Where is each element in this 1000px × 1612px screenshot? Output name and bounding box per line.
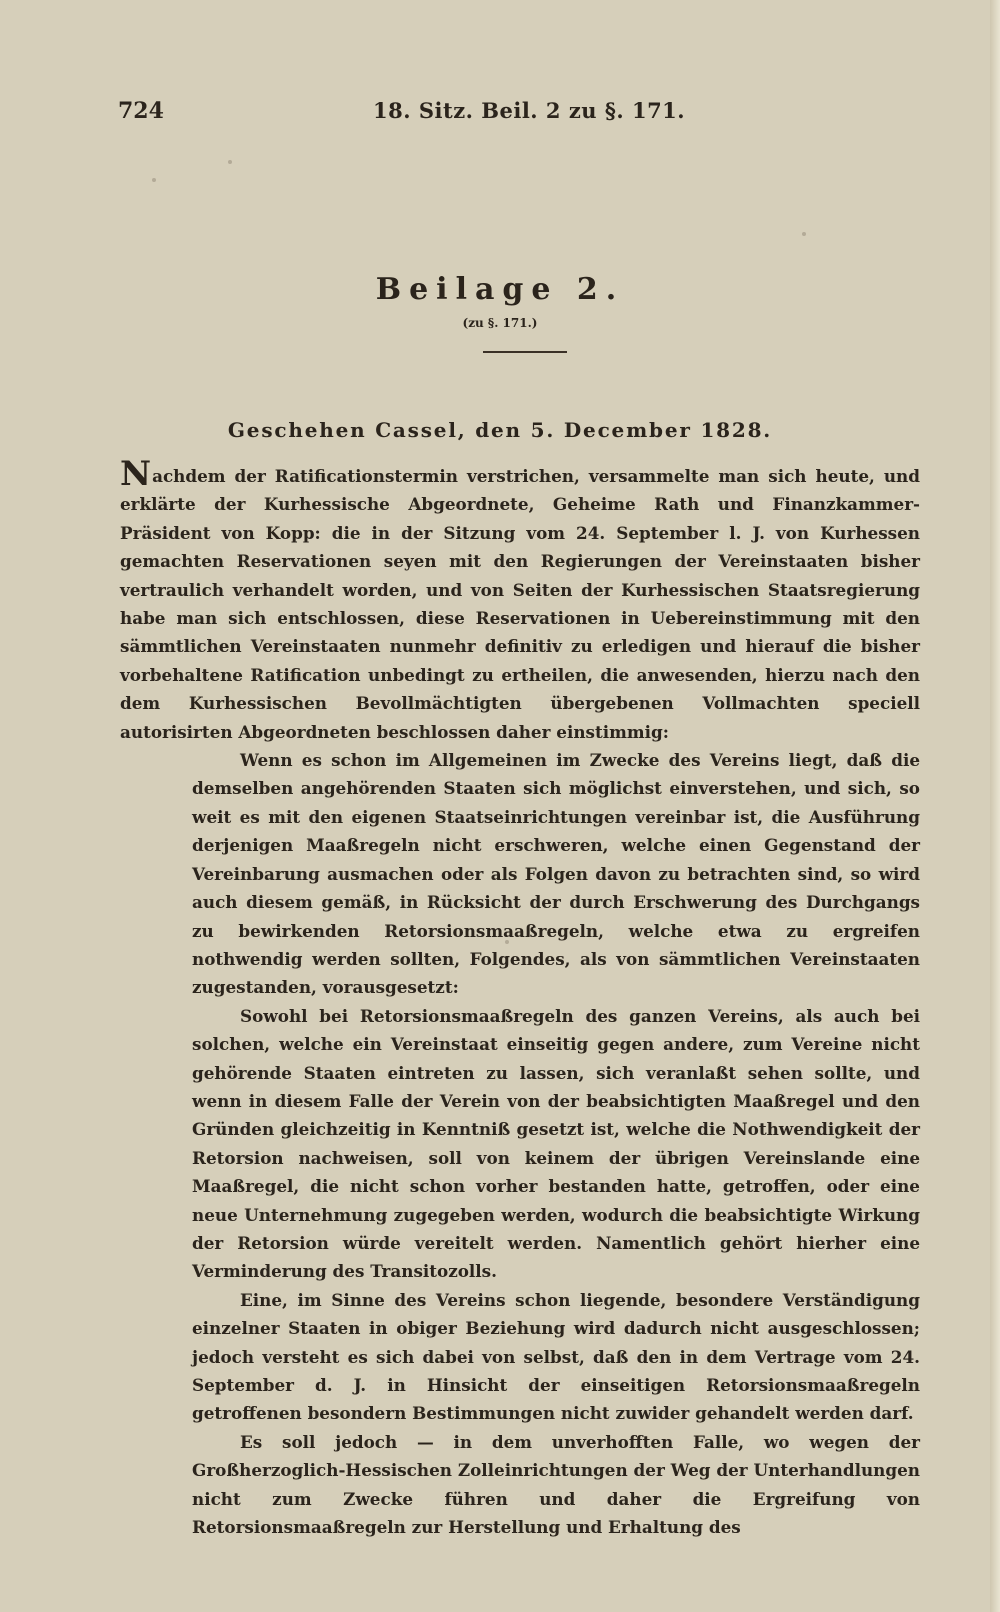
paragraph-3: Sowohl bei Retorsionsmaaßregeln des ganzen Vereins, als auch bei solchen, welche ein Vereinstaat einseitig gegen andere, zum Vereine nicht gehörende Staaten eintreten zu lassen, sich veranlaßt sehen sollte, und wenn in diesem Falle der Verein von der beabsichtigten Maaßregel und den Gründen gleichzeitig in Kenntniß gesetzt ist, welche die Nothwendigkeit der Retorsion nachweisen, soll von keinem der übrigen Vereinslande eine Maaßregel, die nicht schon vorher bestanden hatte, getroffen, oder eine neue Unternehmung zugegeben werden, wodurch die beabsichtigte Wirkung der Retorsion würde vereitelt werden. Namentlich gehört hierher eine Verminderung des Transitozolls. [192,1005,920,1282]
paper-spot [152,178,156,182]
paragraph-4: Eine, im Sinne des Vereins schon liegende, besondere Verständigung einzelner Staaten in obiger Beziehung wird dadurch nicht ausgeschlossen; jedoch versteht es sich dabei von selbst, daß den in dem Vertrage vom 24. September d. J. in Hinsicht der einseitigen Retorsionsmaaßregeln getroffenen besondern Bestimmungen nicht zuwider gehandelt werden darf. [192,1289,920,1424]
paragraph-1-text: achdem der Ratificationstermin verstrichen, versammelte man sich heute, und erklärte der Kurhessische Abgeordnete, Geheime Rath und Finanzkammer-Präsident von Kopp: die in der Sitzung vom 24. September l. J. von Kurhessen gemachten Reservationen seyen mit den Regierungen der Vereinstaaten bisher vertraulich verhandelt worden, und von Seiten der Kurhessischen Staatsregierung habe man sich entschlossen, diese Reservationen in Uebereinstimmung mit den sämmtlichen Vereinstaaten nunmehr definitiv zu erledigen und hierauf die bisher vorbehaltene Ratification unbedingt zu ertheilen, die anwesenden, hierzu nach den dem Kurhessischen Bevollmächtigten übergebenen Vollmachten speciell autorisirten Abgeordneten beschlossen daher einstimmig: [120,466,920,742]
appendix-subtitle: (zu §. 171.) [462,316,538,330]
page-header [118,98,888,132]
page-edge [990,0,1000,1612]
paper-spot [802,232,806,236]
body-text [120,454,920,1541]
title-rule [483,351,567,353]
paper-spot [228,160,232,164]
running-head: 18. Sitz. Beil. 2 zu §. 171. [373,98,686,123]
paragraph-1 [120,454,920,746]
page-number: 724 [118,98,164,124]
dateline: Geschehen Cassel, den 5. December 1828. [227,418,773,442]
paragraph-5: Es soll jedoch — in dem unverhofften Falle, wo wegen der Großherzoglich-Hessischen Zolleinrichtungen der Weg der Unterhandlungen nicht zum Zwecke führen und daher die Ergreifung von Retorsionsmaaßregeln zur Herstellung und Erhaltung des [192,1431,920,1538]
drop-cap: N [120,454,152,494]
paper-spot [505,940,509,944]
appendix-title: Beilage 2. [375,272,625,307]
paragraph-2: Wenn es schon im Allgemeinen im Zwecke des Vereins liegt, daß die demselben angehörenden Staaten sich möglichst einverstehen, und sich, so weit es mit den eigenen Staatseinrichtungen vereinbar ist, die Ausführung derjenigen Maaßregeln nicht erschweren, welche einen Gegenstand der Vereinbarung ausmachen oder als Folgen davon zu betrachten sind, so wird auch diesem gemäß, in Rücksicht der durch Erschwerung des Durchgangs zu bewirkenden Retorsionsmaaßregeln, welche etwa zu ergreifen nothwendig werden sollten, Folgendes, als von sämmtlichen Vereinstaaten zugestanden, vorausgesetzt: [192,750,920,998]
